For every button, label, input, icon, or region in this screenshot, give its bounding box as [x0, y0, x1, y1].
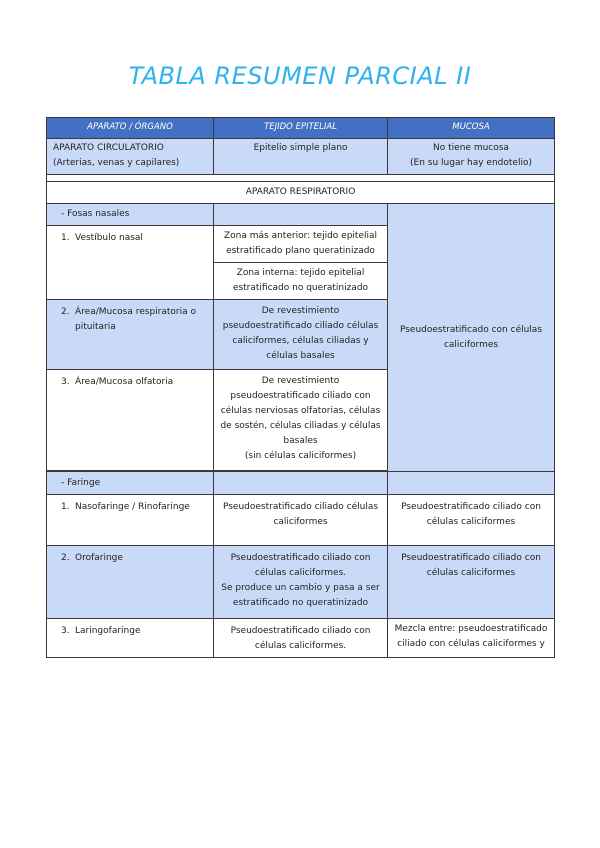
area-olf-tejido-cell: [214, 370, 388, 471]
section-respiratorio: APARATO RESPIRATORIO: [47, 182, 555, 204]
header-aparato: APARATO / ÓRGANO: [47, 118, 214, 139]
document-title: TABLA RESUMEN PARCIAL II: [128, 62, 472, 90]
oro-mucosa: Pseudoestratificado ciliado con células caliciformes: [388, 546, 555, 619]
header-mucosa: MUCOSA: [388, 118, 555, 139]
laringo-name-cell: [47, 619, 214, 658]
header-row: [47, 118, 555, 139]
naso-mucosa: Pseudoestratificado ciliado con células caliciformes: [388, 495, 555, 546]
vestibulo-num: 1.: [61, 233, 70, 243]
row-laringofaringe: [47, 619, 555, 658]
row-faringe: [47, 472, 555, 495]
naso-name: Nasofaringe / Rinofaringe: [75, 502, 190, 512]
vestibulo-name-cell: [47, 226, 214, 300]
circulatorio-name: APARATO CIRCULATORIO: [53, 143, 164, 153]
naso-num: 1.: [61, 502, 70, 512]
cell-circulatorio-name: [47, 139, 214, 175]
fosas-tejido-empty: [214, 204, 388, 226]
laringo-tejido: Pseudoestratificado ciliado con células caliciformes.: [214, 619, 388, 658]
oro-num: 2.: [61, 553, 70, 563]
cell-circulatorio-mucosa: [388, 139, 555, 175]
row-fosas: [47, 204, 555, 226]
area-resp-name-cell: [47, 300, 214, 370]
naso-tejido: Pseudoestratificado ciliado células caliciformes: [214, 495, 388, 546]
area-olf-tejido-1: De revestimiento pseudoestratificado ciliado con células nerviosas olfatorias, células de sostén, células ciliadas y células basales: [220, 376, 381, 446]
circulatorio-mucosa-1: No tiene mucosa: [433, 143, 509, 153]
circulatorio-mucosa-2: (En su lugar hay endotelio): [410, 158, 532, 168]
oro-name: Orofaringe: [75, 553, 123, 563]
vestibulo-name: Vestíbulo nasal: [75, 233, 143, 243]
area-olf-name: Área/Mucosa olfatoria: [75, 377, 174, 387]
oro-name-cell: [47, 546, 214, 619]
oro-tejido-cell: [214, 546, 388, 619]
row-section-respiratorio: [47, 182, 555, 204]
oro-tejido-1: Pseudoestratificado ciliado con células caliciformes.: [230, 553, 371, 578]
laringo-num: 3.: [61, 626, 70, 636]
circulatorio-sub: (Arterias, venas y capilares): [53, 158, 180, 168]
vestibulo-tejido-b: Zona interna: tejido epitelial estratificado no queratinizado: [214, 263, 388, 300]
area-resp-name: Área/Mucosa respiratoria o pituitaria: [75, 307, 197, 332]
area-olf-num: 3.: [61, 377, 70, 387]
laringo-name: Laringofaringe: [75, 626, 141, 636]
area-olf-tejido-2: (sin células caliciformes): [244, 451, 357, 461]
faringe-tejido-empty: [214, 472, 388, 495]
area-resp-tejido: De revestimiento pseudoestratificado ciliado células caliciformes, células ciliadas y células basales: [214, 300, 388, 370]
header-tejido: TEJIDO EPITELIAL: [214, 118, 388, 139]
summary-table: [46, 117, 555, 658]
cell-circulatorio-tejido: Epitelio simple plano: [214, 139, 388, 175]
fosas-mucosa: Pseudoestratificado con células caliciformes: [388, 204, 555, 472]
faringe-mucosa-empty: [388, 472, 555, 495]
row-circulatorio: [47, 139, 555, 175]
naso-name-cell: [47, 495, 214, 546]
row-orofaringe: [47, 546, 555, 619]
laringo-mucosa: Mezcla entre: pseudoestratificado ciliado con células caliciformes y: [388, 619, 555, 658]
vestibulo-tejido-a: Zona más anterior: tejido epitelial estratificado plano queratinizado: [214, 226, 388, 263]
spacer-row: [47, 175, 555, 182]
area-olf-name-cell: [47, 370, 214, 471]
area-resp-num: 2.: [61, 307, 70, 317]
faringe-label: - Faringe: [47, 472, 214, 495]
row-nasofaringe: [47, 495, 555, 546]
oro-tejido-2: Se produce un cambio y pasa a ser estratificado no queratinizado: [221, 583, 380, 608]
fosas-label: - Fosas nasales: [47, 204, 214, 226]
